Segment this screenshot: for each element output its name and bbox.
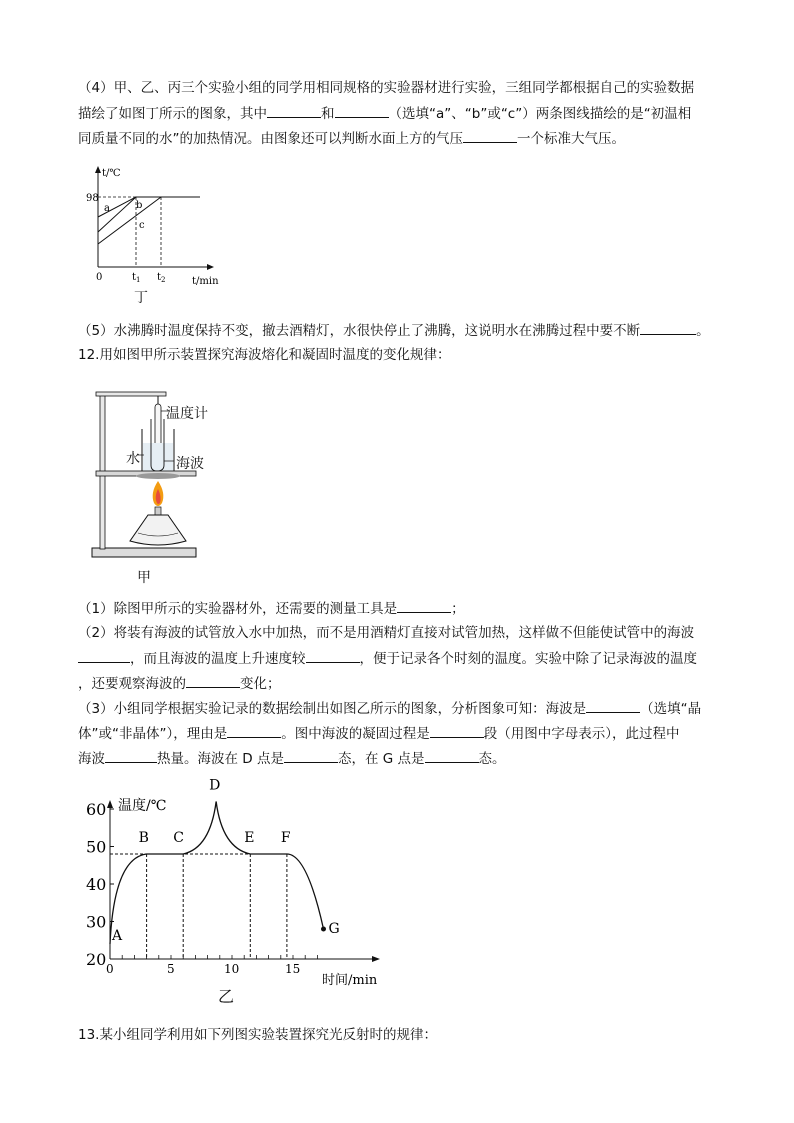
- answer-blank[interactable]: [425, 748, 479, 763]
- text: （选填“a”、“b”或“c”）两条图线描绘的是“初温相: [388, 106, 692, 122]
- thermometer-label: 温度计: [166, 406, 208, 422]
- q12-part3-line2: [78, 723, 679, 744]
- y-axis-label: 温度/℃: [118, 798, 167, 814]
- haibo-label: 海波: [176, 456, 204, 472]
- line-a-label: a: [104, 203, 110, 214]
- answer-blank[interactable]: [397, 598, 451, 613]
- text: 变化；: [240, 676, 281, 692]
- text: （选填“晶: [640, 701, 702, 717]
- text: 。: [696, 323, 710, 339]
- y-tick-98: 98: [86, 193, 99, 204]
- y-tick-label: 50: [86, 837, 107, 857]
- answer-blank[interactable]: [335, 103, 389, 118]
- point-label-e: E: [244, 830, 255, 846]
- x-axis-arrow: [372, 956, 380, 962]
- q12-part3-line3: [78, 748, 506, 769]
- text: （3）小组同学根据实验记录的数据绘制出如图乙所示的图象，分析图象可知：海波是: [78, 701, 587, 717]
- x-axis-label: t/min: [192, 276, 219, 287]
- point-g-dot: [321, 927, 326, 932]
- graph-yi-caption: 乙: [218, 987, 235, 1006]
- answer-blank[interactable]: [284, 748, 338, 763]
- text: 热量。海波在 D 点是: [157, 751, 284, 767]
- q12-part3-line1: [78, 698, 701, 719]
- q11-part4-line1: （4）甲、乙、丙三个实验小组的同学用相同规格的实验器材进行实验，三组同学都根据自己的实验数据: [78, 80, 695, 96]
- line-b-label: b: [136, 200, 143, 211]
- answer-blank[interactable]: [430, 723, 484, 738]
- text: 态。: [478, 751, 506, 767]
- t1-label: $t_1$: [132, 272, 141, 284]
- text: 一个标准大气压。: [517, 131, 625, 147]
- q11-part5: [78, 320, 710, 341]
- melting-curve-chart: [82, 777, 392, 992]
- y-axis-arrow: [107, 800, 113, 808]
- answer-blank[interactable]: [640, 320, 696, 335]
- point-label-g: G: [328, 921, 340, 937]
- point-label-c: C: [173, 830, 184, 846]
- text: （1）除图甲所示的实验器材外，还需要的测量工具是: [78, 601, 398, 617]
- x-tick-label: 5: [167, 962, 175, 976]
- y-axis-label: t/℃: [102, 168, 121, 179]
- q12-part2-line1: （2）将装有海波的试管放入水中加热，而不是用酒精灯直接对试管加热，这样做不但能使试管中的海波: [78, 625, 695, 641]
- text: ，而且海波的温度上升速度较: [130, 651, 306, 667]
- apparatus-caption: 甲: [137, 570, 151, 586]
- temperature-curve: [110, 802, 324, 945]
- t2-label: $t_2$: [157, 272, 166, 284]
- q12-stem: 12.用如图甲所示装置探究海波熔化和凝固时温度的变化规律：: [78, 347, 451, 363]
- text: ，还要观察海波的: [78, 676, 186, 692]
- text: 。图中海波的凝固过程是: [281, 726, 430, 742]
- q12-part2-line2: [78, 648, 697, 669]
- x-tick-label: 0: [106, 962, 114, 976]
- graph-ding-caption: 丁: [134, 290, 148, 306]
- q11-part4-line3: [78, 128, 625, 149]
- text: 描绘了如图丁所示的图象，其中: [78, 106, 267, 122]
- answer-blank[interactable]: [186, 673, 240, 688]
- graph-yi: [82, 777, 392, 992]
- answer-blank[interactable]: [105, 748, 157, 763]
- text: 海波: [78, 751, 105, 767]
- y-tick-label: 60: [86, 800, 107, 819]
- q12-part2-line3: [78, 673, 281, 694]
- point-label-a: A: [112, 928, 123, 944]
- text: 态，在 G 点是: [337, 751, 425, 767]
- text: 同质量不同的水”的加热情况。由图象还可以判断水面上方的气压: [78, 131, 463, 147]
- text: 段（用图中字母表示），此过程中: [483, 726, 680, 742]
- graph-ding: [78, 162, 238, 312]
- x-tick-label: 10: [224, 962, 240, 976]
- y-tick-label: 40: [86, 875, 107, 894]
- point-label-f: F: [280, 830, 291, 846]
- answer-blank[interactable]: [227, 723, 281, 738]
- answer-blank[interactable]: [463, 128, 517, 143]
- q11-part4-line2: [78, 103, 691, 124]
- q12-part1: [78, 598, 465, 619]
- text: 和: [321, 106, 335, 122]
- text: 体”或“非晶体”），理由是: [78, 726, 228, 742]
- origin-label: 0: [96, 272, 103, 283]
- point-label-d: D: [209, 777, 221, 794]
- text: ；: [451, 601, 465, 617]
- text: （5）水沸腾时温度保持不变，撤去酒精灯，水很快停止了沸腾，这说明水在沸腾过程中要不断: [78, 323, 641, 339]
- text: ，便于记录各个时刻的温度。实验中除了记录海波的温度: [359, 651, 697, 667]
- answer-blank[interactable]: [306, 648, 360, 663]
- point-label-b: B: [138, 830, 149, 846]
- answer-blank[interactable]: [78, 648, 130, 663]
- answer-blank[interactable]: [267, 103, 321, 118]
- y-tick-label: 30: [86, 912, 107, 932]
- line-c-label: c: [139, 220, 145, 231]
- x-tick-label: 15: [285, 962, 301, 976]
- water-label: 水: [126, 451, 140, 467]
- x-axis-label: 时间/min: [322, 973, 378, 988]
- q13-stem: 13.某小组同学利用如下列图实验装置探究光反射时的规律：: [78, 1027, 437, 1043]
- answer-blank[interactable]: [586, 698, 640, 713]
- y-tick-label: 20: [86, 950, 107, 969]
